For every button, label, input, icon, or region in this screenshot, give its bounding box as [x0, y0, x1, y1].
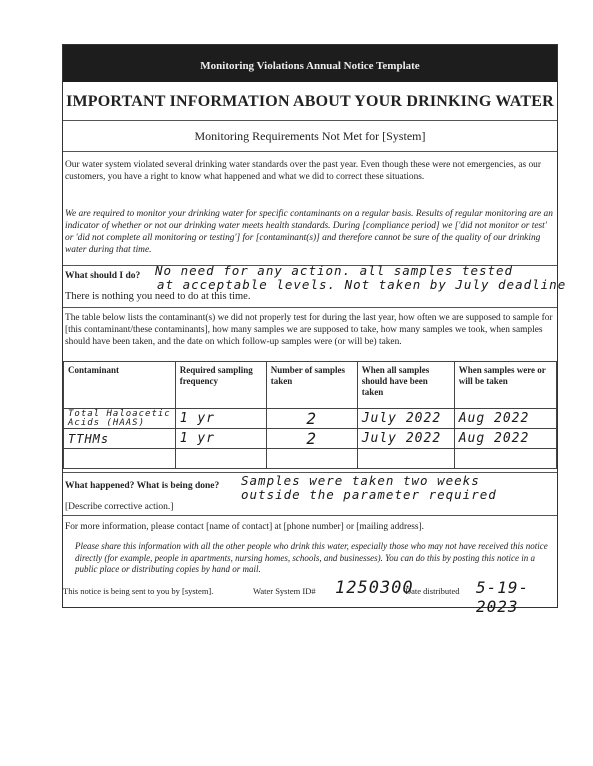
taken-date-cell: Aug 2022 [454, 429, 556, 449]
frequency-cell: 1 yr [175, 429, 266, 449]
table-header-row [64, 362, 557, 409]
requirement-paragraph: We are required to monitor your drinking water for specific contaminants on a regular basis. Results of regular monitoring are an indicator of whether or not our drinking water meets health standards. During [compliance period] we ['did not monitor or test' or 'did not complete all monitoring or testing'] for [contaminant(s)] and therefore cannot be sure of the quality of our drinking water during that time. [65, 209, 553, 255]
template-header-bar: Monitoring Violations Annual Notice Template [63, 45, 557, 82]
main-title: IMPORTANT INFORMATION ABOUT YOUR DRINKING WATER [66, 93, 554, 110]
should-date-cell: July 2022 [357, 409, 454, 429]
table-row-empty [64, 449, 557, 469]
subtitle: Monitoring Requirements Not Met for [System] [194, 129, 426, 143]
col-should-be-taken: When all samples should have been taken [357, 362, 454, 409]
handwritten-action-line2: at acceptable levels. Not taken by July deadline [157, 277, 567, 292]
corrective-action-placeholder: [Describe corrective action.] [65, 502, 174, 512]
handwritten-happened-line1: Samples were taken two weeks [241, 473, 480, 488]
date-distributed-label: Date distributed [405, 586, 460, 596]
table-row [64, 409, 557, 429]
divider [63, 120, 557, 121]
divider [63, 515, 557, 516]
taken-date-cell: Aug 2022 [454, 409, 556, 429]
contaminant-line2: Acids (HAAS) [68, 417, 146, 428]
what-should-i-do-label: What should I do? [65, 271, 141, 281]
intro-paragraph: Our water system violated several drinking water standards over the past year. Even though these were not emergencies, as our customers, you have a right to know what happened and what we did to correct these situations. [65, 160, 541, 182]
what-happened-label: What happened? What is being done? [65, 481, 220, 491]
sent-by-text: This notice is being sent to you by [system]. [63, 586, 214, 596]
number-cell: 2 [266, 429, 357, 449]
contaminant-line1: TTHMs [68, 431, 110, 446]
contaminant-line1: Total Haloacetic [68, 408, 171, 419]
col-contaminant: Contaminant [64, 362, 176, 409]
system-id-value: 1250300 [335, 578, 414, 598]
contact-text: For more information, please contact [name of contact] at [phone number] or [mailing address]. [65, 522, 424, 532]
nothing-to-do-text: There is nothing you need to do at this time. [65, 291, 251, 302]
contaminant-table [63, 361, 557, 469]
should-date-cell: July 2022 [357, 429, 454, 449]
divider [63, 307, 557, 308]
table-row [64, 429, 557, 449]
col-frequency: Required sampling frequency [175, 362, 266, 409]
contaminant-cell [64, 429, 176, 449]
contaminant-cell [64, 409, 176, 429]
share-text: Please share this information with all the other people who drink this water, especially those who may not have received this notice directly (for example, people in apartments, nursing homes, schools, and businesses). You can do this by posting this notice in a public place or distributing copies by hand or mail. [75, 541, 548, 574]
handwritten-happened-line2: outside the parameter required [241, 487, 497, 502]
divider [63, 151, 557, 152]
notice-form [62, 44, 567, 616]
table-intro: The table below lists the contaminant(s) we did not properly test for during the last year, how often we are supposed to sample for [this contaminant/these contaminants], how many samples we are supposed to take, how many samples we took, when samples should have been taken, and the date on which follow-up samples were (or will be) taken. [65, 313, 553, 347]
frequency-cell: 1 yr [175, 409, 266, 429]
system-id-label: Water System ID# [253, 586, 316, 596]
col-number-taken: Number of samples taken [266, 362, 357, 409]
col-were-taken: When samples were or will be taken [454, 362, 556, 409]
handwritten-action-line1: No need for any action. all samples tested [155, 263, 514, 278]
date-distributed-value: 5-19-2023 [476, 578, 530, 616]
number-cell: 2 [266, 409, 357, 429]
